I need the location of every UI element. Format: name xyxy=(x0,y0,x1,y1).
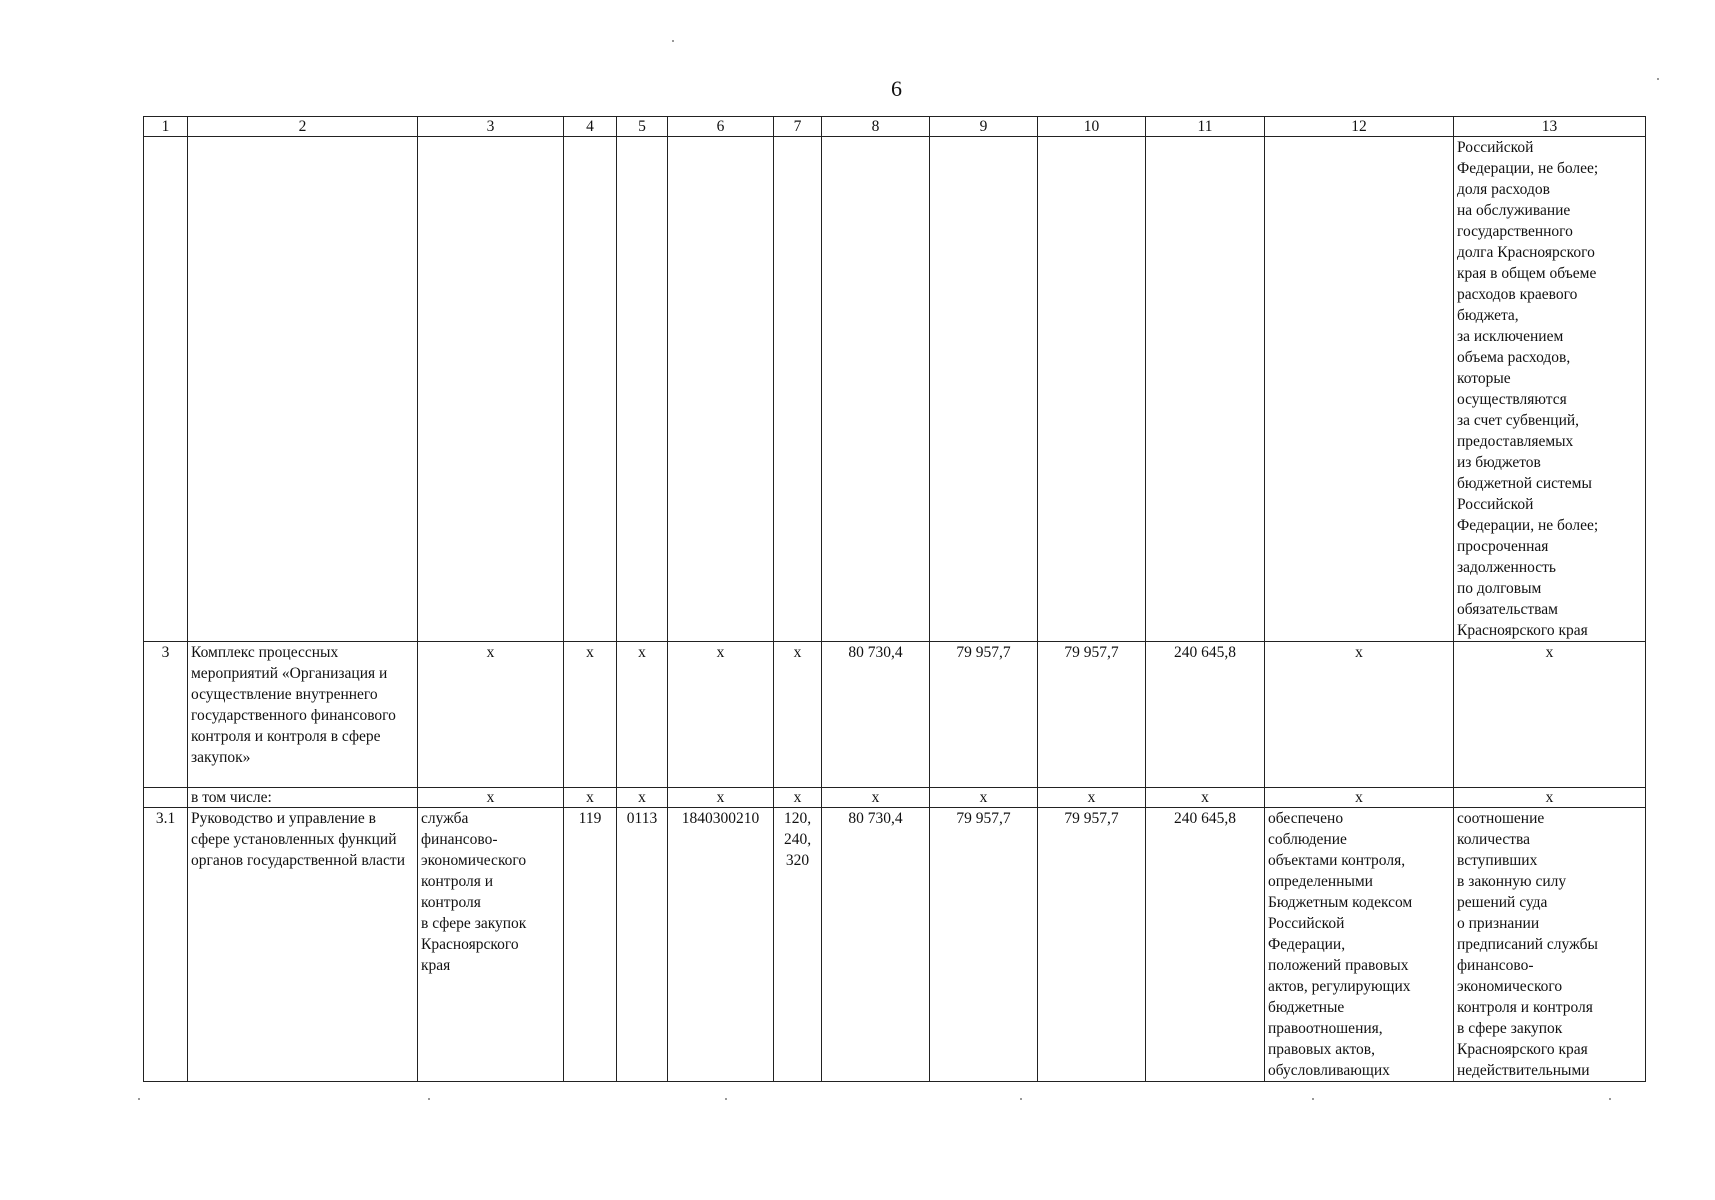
table-cell: 120, 240, 320 xyxy=(774,808,822,1082)
table-cell: х xyxy=(418,788,564,808)
table-cell: х xyxy=(1265,642,1454,788)
table-cell: х xyxy=(930,788,1038,808)
result-cell: обеспечено соблюдение объектами контроля, определенными Бюджетным кодексом Российской Федерации, положений правовых актов, регулирующих бюджетные правоотношения, правовых актов, обусловливающих xyxy=(1265,808,1454,1082)
table-row-including xyxy=(144,788,1646,808)
table-cell: х xyxy=(564,788,617,808)
scan-speck xyxy=(672,40,674,42)
table-cell xyxy=(188,137,418,642)
table-cell: х xyxy=(774,642,822,788)
header-cell: 13 xyxy=(1454,117,1646,137)
table-cell xyxy=(617,137,668,642)
table-cell xyxy=(564,137,617,642)
header-cell: 10 xyxy=(1038,117,1146,137)
responsible-cell: служба финансово- экономического контроля и контроля в сфере закупок Красноярского края xyxy=(418,808,564,1082)
header-cell: 7 xyxy=(774,117,822,137)
row-number-cell xyxy=(144,788,188,808)
header-cell: 8 xyxy=(822,117,930,137)
table-cell xyxy=(668,137,774,642)
table-header-row xyxy=(144,117,1646,137)
header-cell: 3 xyxy=(418,117,564,137)
table-row-3 xyxy=(144,642,1646,788)
amount-cell: 79 957,7 xyxy=(1038,642,1146,788)
page-number: 6 xyxy=(891,76,902,101)
table-cell: х xyxy=(774,788,822,808)
row-number-cell: 3 xyxy=(144,642,188,788)
header-cell: 5 xyxy=(617,117,668,137)
table-cell: х xyxy=(1265,788,1454,808)
header-cell: 9 xyxy=(930,117,1038,137)
amount-cell: 79 957,7 xyxy=(1038,808,1146,1082)
measure-name-cell: Руководство и управление в сфере установленных функций органов государственной власти xyxy=(188,808,418,1082)
table-cell: 0113 xyxy=(617,808,668,1082)
table-cell: х xyxy=(668,788,774,808)
scan-speck xyxy=(1020,1098,1022,1100)
table-row-3-1 xyxy=(144,808,1646,1082)
indicator-cell: соотношение количества вступивших в законную силу решений суда о признании предписаний службы финансово- экономического контроля и контроля в сфере закупок Красноярского края недействительными xyxy=(1454,808,1646,1082)
table-cell xyxy=(1146,137,1265,642)
amount-cell: 80 730,4 xyxy=(822,642,930,788)
scan-speck xyxy=(725,1098,727,1100)
table-cell: х xyxy=(1454,788,1646,808)
table-row-continuation xyxy=(144,137,1646,642)
measure-name-cell: в том числе: xyxy=(188,788,418,808)
amount-cell: 80 730,4 xyxy=(822,808,930,1082)
table-cell xyxy=(822,137,930,642)
table-cell: х xyxy=(564,642,617,788)
amount-cell: 79 957,7 xyxy=(930,642,1038,788)
table-cell xyxy=(1038,137,1146,642)
table-cell: х xyxy=(617,788,668,808)
header-cell: 1 xyxy=(144,117,188,137)
table-cell: х xyxy=(617,642,668,788)
scan-speck xyxy=(1312,1098,1314,1100)
table-cell xyxy=(1265,137,1454,642)
scan-speck xyxy=(1657,78,1659,80)
table-cell xyxy=(418,137,564,642)
table-cell: х xyxy=(418,642,564,788)
measure-name-cell: Комплекс процессных мероприятий «Организация и осуществление внутреннего государственного финансового контроля и контроля в сфере закупок» xyxy=(188,642,418,788)
amount-cell: 79 957,7 xyxy=(930,808,1038,1082)
scan-speck xyxy=(138,1098,140,1100)
header-cell: 6 xyxy=(668,117,774,137)
header-cell: 12 xyxy=(1265,117,1454,137)
budget-table xyxy=(143,116,1646,1082)
table-cell: х xyxy=(1146,788,1265,808)
table-cell: х xyxy=(668,642,774,788)
table-cell xyxy=(930,137,1038,642)
scan-speck xyxy=(1609,1098,1611,1100)
table-cell: х xyxy=(1454,642,1646,788)
amount-cell: 240 645,8 xyxy=(1146,808,1265,1082)
table-cell: х xyxy=(1038,788,1146,808)
scan-speck xyxy=(428,1098,430,1100)
amount-cell: 240 645,8 xyxy=(1146,642,1265,788)
row-number-cell: 3.1 xyxy=(144,808,188,1082)
table-cell: 119 xyxy=(564,808,617,1082)
table-cell: 1840300210 xyxy=(668,808,774,1082)
table-cell: х xyxy=(822,788,930,808)
table-cell xyxy=(144,137,188,642)
header-cell: 11 xyxy=(1146,117,1265,137)
header-cell: 2 xyxy=(188,117,418,137)
header-cell: 4 xyxy=(564,117,617,137)
table-cell xyxy=(774,137,822,642)
indicator-cell: Российской Федерации, не более; доля расходов на обслуживание государственного долга Красноярского края в общем объеме расходов краевого бюджета, за исключением объема расходов, которые осуществляются за счет субвенций, предоставляемых из бюджетов бюджетной системы Российской Федерации, не более; просроченная задолженность по долговым обязательствам Красноярского края xyxy=(1454,137,1646,642)
